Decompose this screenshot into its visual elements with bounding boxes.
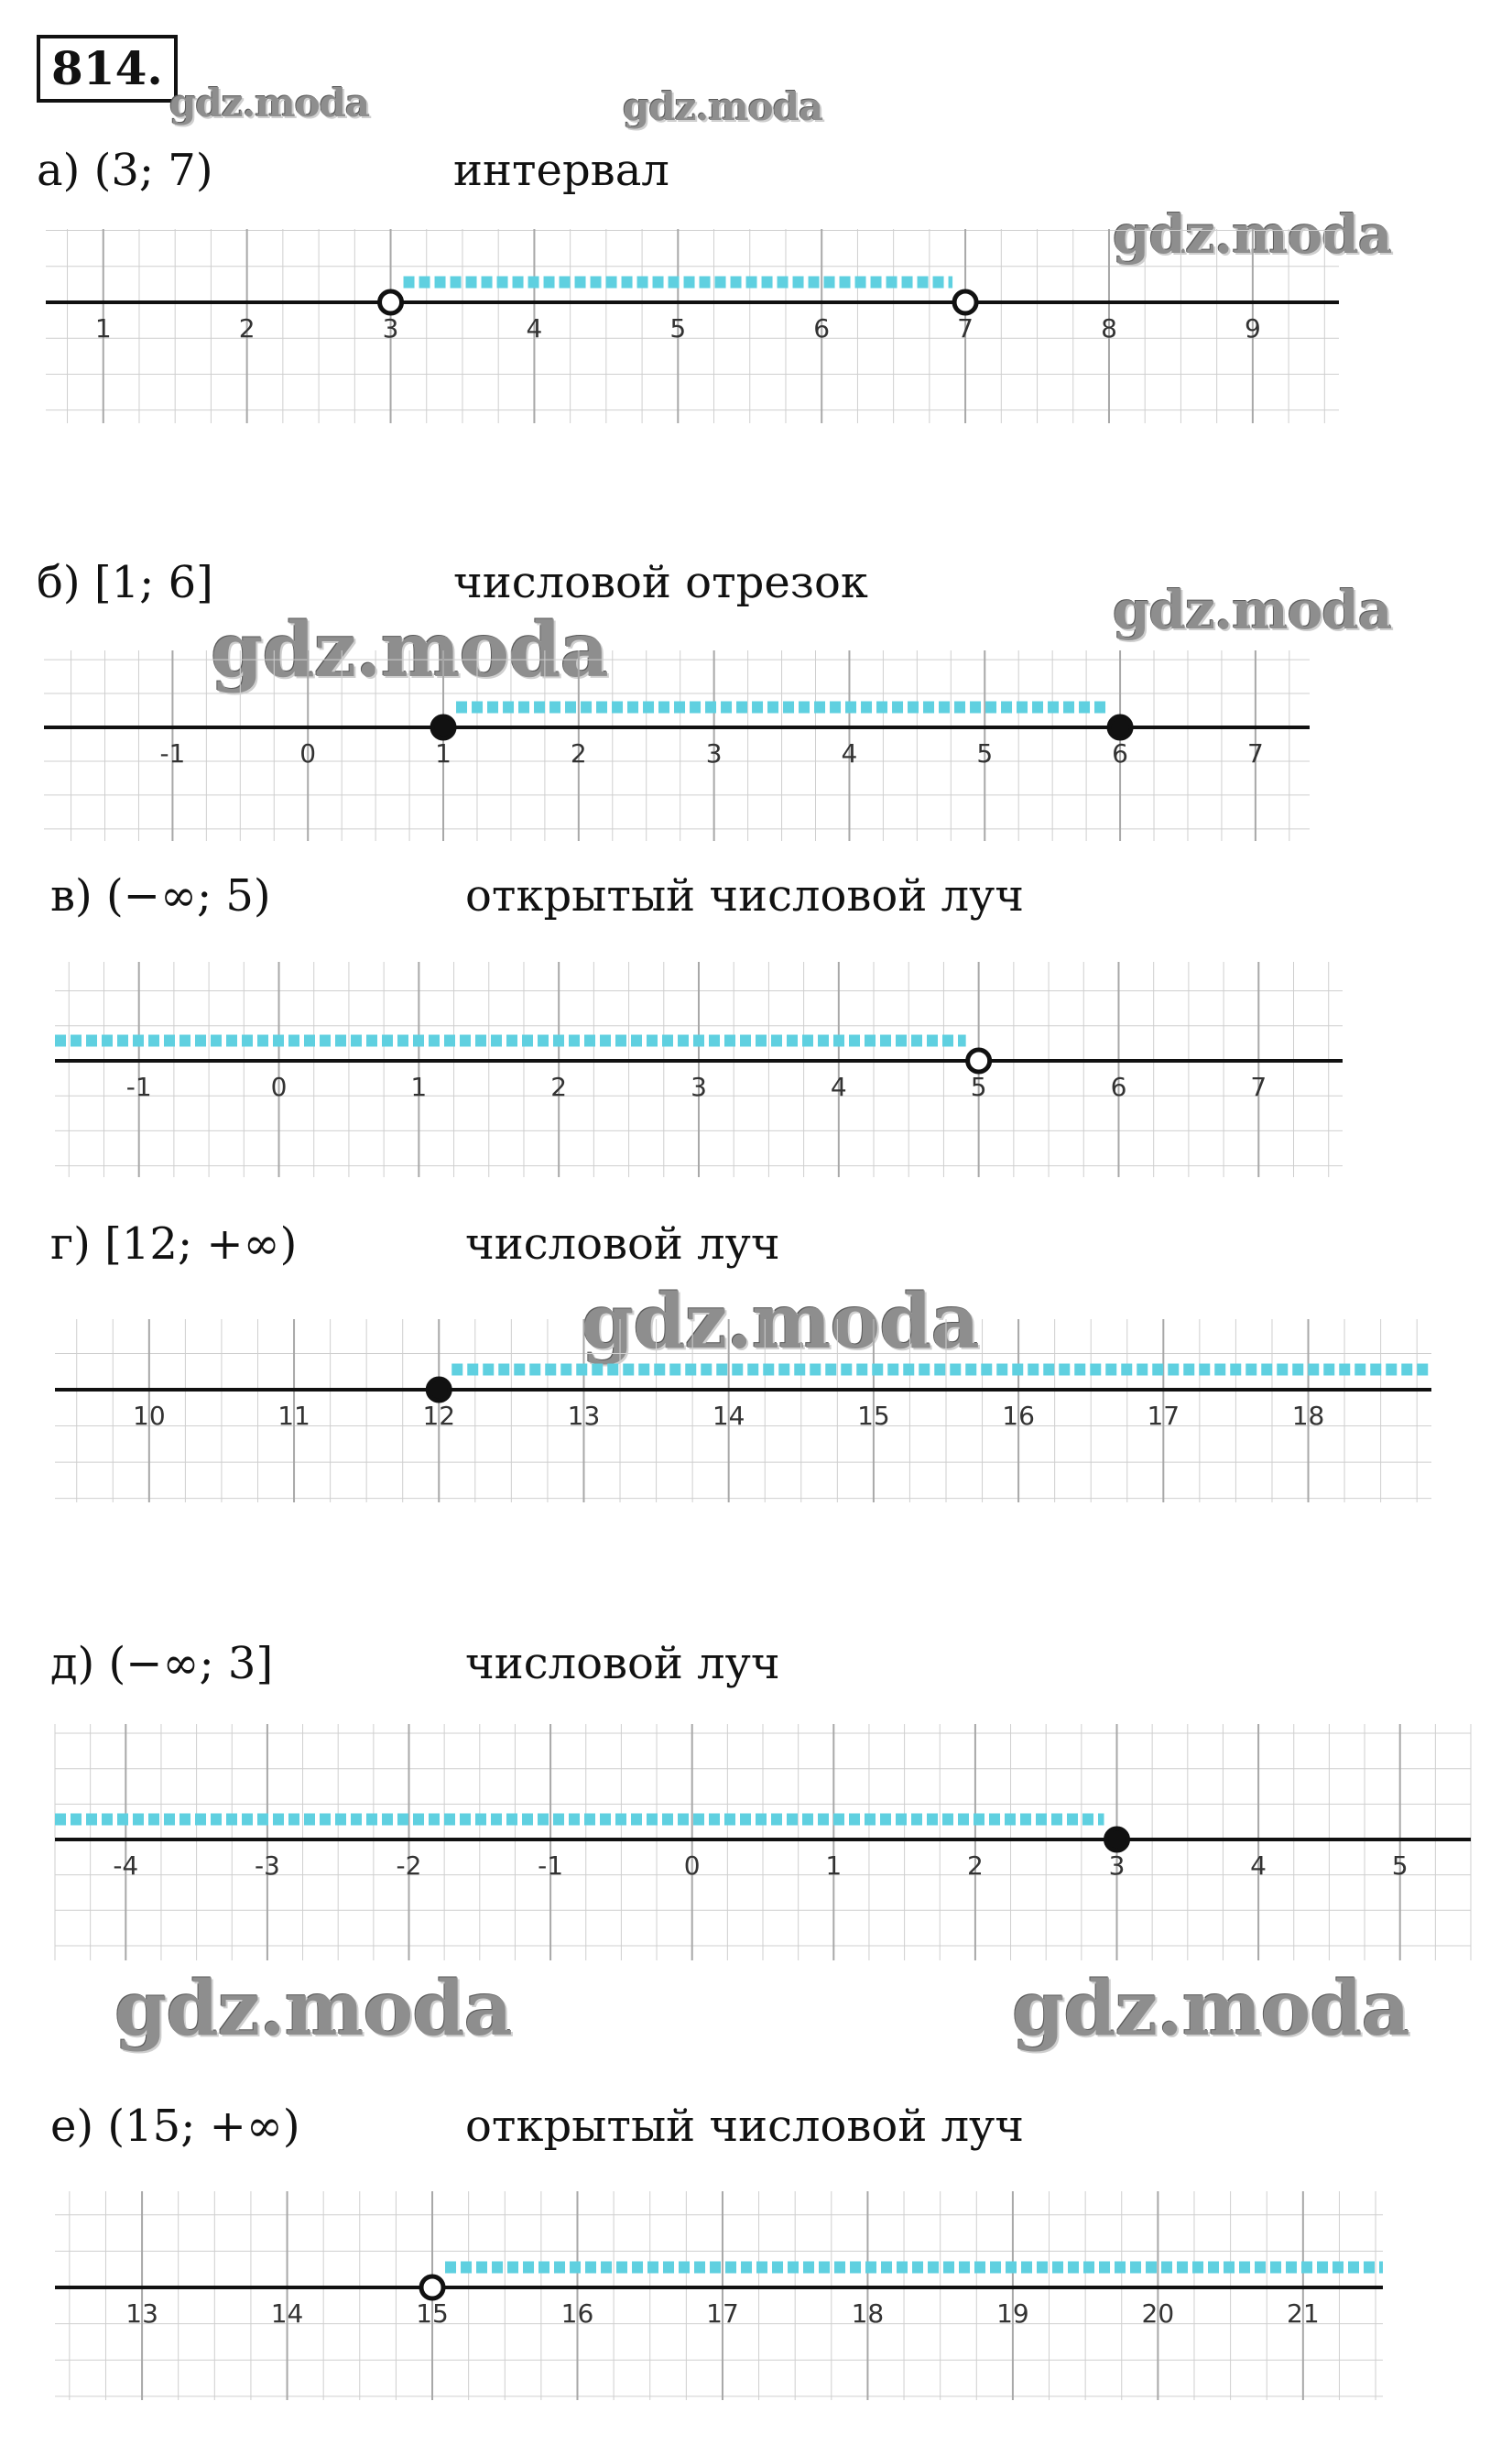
closed-endpoint bbox=[1109, 716, 1131, 738]
tick-label: 5 bbox=[669, 313, 687, 344]
watermark: gdz.moda bbox=[211, 606, 608, 694]
closed-endpoint bbox=[432, 716, 454, 738]
tick-label: -1 bbox=[159, 738, 186, 769]
item-label-v: открытый числовой луч bbox=[465, 870, 1025, 922]
tick-label: -1 bbox=[125, 1072, 152, 1102]
tick-label: 14 bbox=[712, 1401, 745, 1431]
item-notation-g: г) [12; +∞) bbox=[50, 1218, 298, 1270]
item-notation-b: б) [1; 6] bbox=[37, 557, 213, 608]
tick-label: 0 bbox=[270, 1072, 288, 1102]
tick-label: 18 bbox=[851, 2298, 885, 2329]
tick-label: 20 bbox=[1141, 2298, 1175, 2329]
tick-label: 5 bbox=[970, 1072, 987, 1102]
tick-label: 1 bbox=[435, 738, 451, 769]
tick-label: 7 bbox=[957, 313, 974, 344]
open-endpoint bbox=[954, 291, 976, 313]
tick-label: 2 bbox=[550, 1072, 568, 1102]
tick-label: 1 bbox=[825, 1850, 843, 1881]
tick-label: 21 bbox=[1287, 2298, 1320, 2329]
tick-label: 5 bbox=[976, 738, 994, 769]
tick-label: 4 bbox=[1250, 1850, 1267, 1881]
tick-label: 1 bbox=[94, 313, 112, 344]
tick-label: 5 bbox=[1391, 1850, 1409, 1881]
watermark: gdz.moda bbox=[1012, 1965, 1409, 2053]
tick-label: 17 bbox=[706, 2298, 739, 2329]
tick-label: 13 bbox=[567, 1401, 601, 1431]
item-label-a: интервал bbox=[453, 145, 669, 196]
tick-label: 3 bbox=[1108, 1850, 1126, 1881]
tick-label: 7 bbox=[1246, 738, 1264, 769]
number-line-d bbox=[55, 1724, 1471, 1960]
tick-label: 15 bbox=[416, 2298, 449, 2329]
tick-label: 6 bbox=[1110, 1072, 1127, 1102]
watermark: gdz.moda bbox=[1113, 579, 1392, 641]
tick-label: 11 bbox=[277, 1401, 310, 1431]
open-endpoint bbox=[421, 2276, 443, 2298]
tick-label: 4 bbox=[841, 738, 858, 769]
item-notation-d: д) (−∞; 3] bbox=[50, 1638, 274, 1689]
tick-label: -1 bbox=[538, 1850, 564, 1881]
number-line-g bbox=[55, 1319, 1431, 1502]
closed-endpoint bbox=[428, 1379, 450, 1401]
grid bbox=[55, 2191, 1383, 2400]
task-number: 814. bbox=[37, 35, 178, 103]
tick-label: 10 bbox=[133, 1401, 166, 1431]
tick-label: 0 bbox=[683, 1850, 701, 1881]
item-label-g: числовой луч bbox=[465, 1218, 780, 1270]
tick-label: 16 bbox=[1002, 1401, 1035, 1431]
number-line-v bbox=[55, 962, 1343, 1177]
tick-label: 8 bbox=[1101, 313, 1117, 344]
item-notation-e: е) (15; +∞) bbox=[50, 2101, 300, 2152]
tick-label: -3 bbox=[254, 1850, 280, 1881]
number-line-a bbox=[46, 229, 1339, 423]
number-line-b bbox=[44, 650, 1310, 841]
tick-label: 2 bbox=[238, 313, 256, 344]
tick-label: 6 bbox=[813, 313, 831, 344]
tick-label: 7 bbox=[1250, 1072, 1267, 1102]
tick-label: 12 bbox=[422, 1401, 456, 1431]
item-label-d: числовой луч bbox=[465, 1638, 780, 1689]
tick-label: 13 bbox=[125, 2298, 158, 2329]
tick-label: 1 bbox=[410, 1072, 428, 1102]
watermark: gdz.moda bbox=[114, 1965, 512, 2053]
closed-endpoint bbox=[1106, 1828, 1128, 1850]
tick-label: 17 bbox=[1147, 1401, 1180, 1431]
tick-label: 19 bbox=[996, 2298, 1029, 2329]
number-line-e bbox=[55, 2191, 1383, 2400]
tick-label: 0 bbox=[299, 738, 317, 769]
watermark: gdz.moda bbox=[1113, 203, 1392, 266]
item-label-b: числовой отрезок bbox=[453, 557, 868, 608]
tick-label: 9 bbox=[1244, 313, 1261, 344]
tick-label: 3 bbox=[382, 313, 399, 344]
tick-label: 2 bbox=[966, 1850, 984, 1881]
tick-label: 3 bbox=[691, 1072, 707, 1102]
tick-label: 15 bbox=[857, 1401, 890, 1431]
watermark: gdz.moda bbox=[623, 84, 823, 129]
open-endpoint bbox=[968, 1050, 990, 1072]
tick-label: 2 bbox=[570, 738, 587, 769]
item-notation-a: а) (3; 7) bbox=[37, 145, 213, 196]
tick-label: 4 bbox=[526, 313, 543, 344]
tick-label: 16 bbox=[560, 2298, 594, 2329]
tick-label: 4 bbox=[830, 1072, 847, 1102]
item-label-e: открытый числовой луч bbox=[465, 2101, 1025, 2152]
tick-label: 18 bbox=[1291, 1401, 1325, 1431]
tick-label: -4 bbox=[113, 1850, 139, 1881]
tick-label: 6 bbox=[1112, 738, 1128, 769]
open-endpoint bbox=[380, 291, 402, 313]
tick-label: 3 bbox=[705, 738, 723, 769]
item-notation-v: в) (−∞; 5) bbox=[50, 870, 271, 922]
tick-label: -2 bbox=[396, 1850, 422, 1881]
watermark: gdz.moda bbox=[169, 81, 370, 126]
tick-label: 14 bbox=[270, 2298, 304, 2329]
watermark: gdz.moda bbox=[582, 1278, 979, 1366]
